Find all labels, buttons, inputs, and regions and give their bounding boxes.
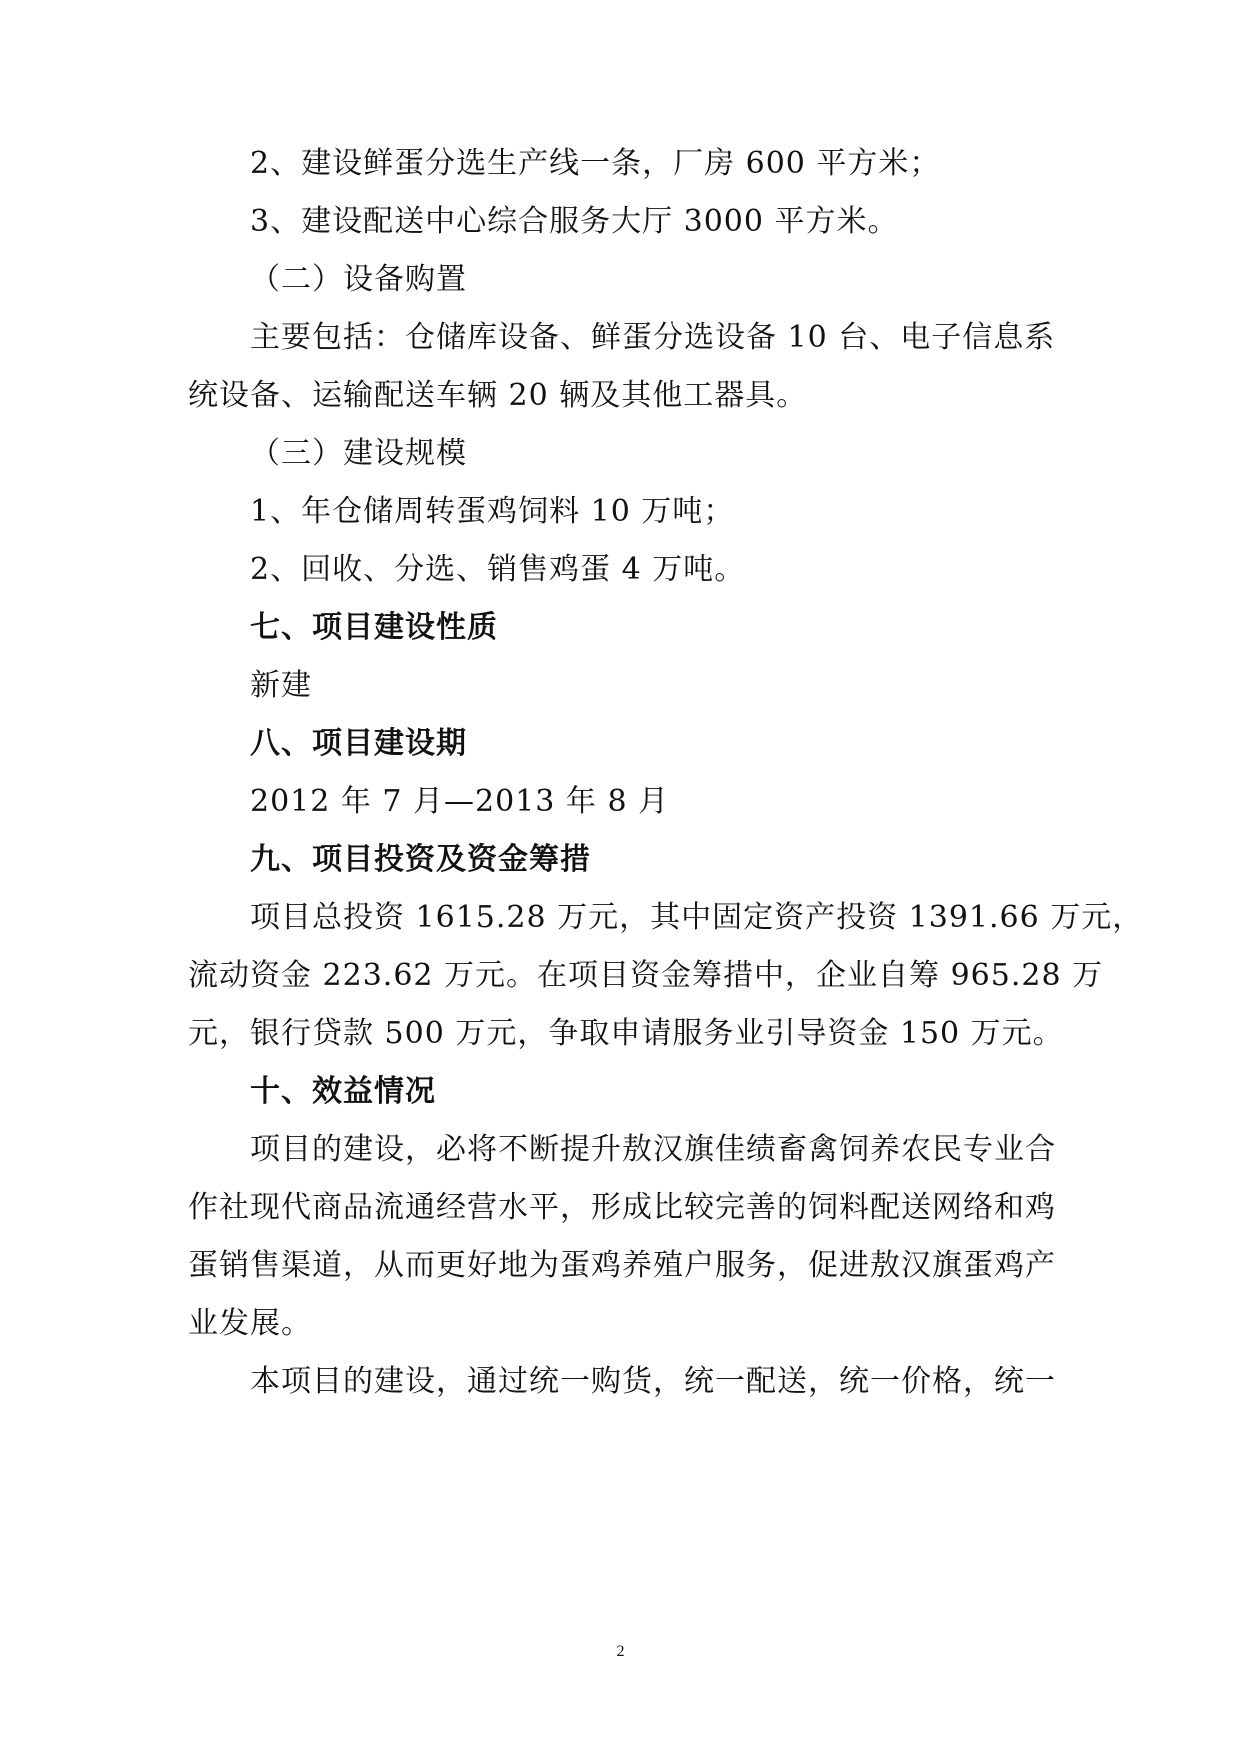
- scale-item-2: 2、回收、分选、销售鸡蛋 4 万吨。: [250, 552, 746, 587]
- investment-paragraph-line-2: 流动资金 223.62 万元。在项目资金筹措中，企业自筹 965.28 万: [188, 958, 1104, 993]
- subheading-scale: （三）建设规模: [250, 436, 467, 471]
- equipment-paragraph-line-1: 主要包括：仓储库设备、鲜蛋分选设备 10 台、电子信息系: [250, 320, 1056, 355]
- item-2-line: 2、建设鲜蛋分选生产线一条，厂房 600 平方米；: [250, 146, 941, 181]
- benefit-paragraph-line-3: 蛋销售渠道，从而更好地为蛋鸡养殖户服务，促进敖汉旗蛋鸡产: [188, 1248, 1056, 1283]
- section-heading-10: 十、效益情况: [250, 1074, 436, 1109]
- section-heading-8: 八、项目建设期: [250, 726, 467, 761]
- item-3-line: 3、建设配送中心综合服务大厅 3000 平方米。: [250, 204, 899, 239]
- benefit-paragraph-line-4: 业发展。: [188, 1306, 312, 1341]
- subheading-equipment: （二）设备购置: [250, 262, 467, 297]
- investment-paragraph-line-1: 项目总投资 1615.28 万元，其中固定资产投资 1391.66 万元，: [250, 900, 1144, 935]
- section-heading-7: 七、项目建设性质: [250, 610, 498, 645]
- equipment-paragraph-line-2: 统设备、运输配送车辆 20 辆及其他工器具。: [188, 378, 808, 413]
- construction-nature-text: 新建: [250, 668, 312, 703]
- benefit-paragraph-line-2: 作社现代商品流通经营水平，形成比较完善的饲料配送网络和鸡: [188, 1190, 1056, 1225]
- page-number: 2: [616, 1643, 625, 1660]
- construction-period-text: 2012 年 7 月—2013 年 8 月: [250, 784, 670, 819]
- unified-paragraph-line-1: 本项目的建设，通过统一购货，统一配送，统一价格，统一: [250, 1364, 1056, 1399]
- benefit-paragraph-line-1: 项目的建设，必将不断提升敖汉旗佳绩畜禽饲养农民专业合: [250, 1132, 1056, 1167]
- section-heading-9: 九、项目投资及资金筹措: [250, 842, 591, 877]
- scale-item-1: 1、年仓储周转蛋鸡饲料 10 万吨；: [250, 494, 735, 529]
- investment-paragraph-line-3: 元，银行贷款 500 万元，争取申请服务业引导资金 150 万元。: [188, 1016, 1064, 1051]
